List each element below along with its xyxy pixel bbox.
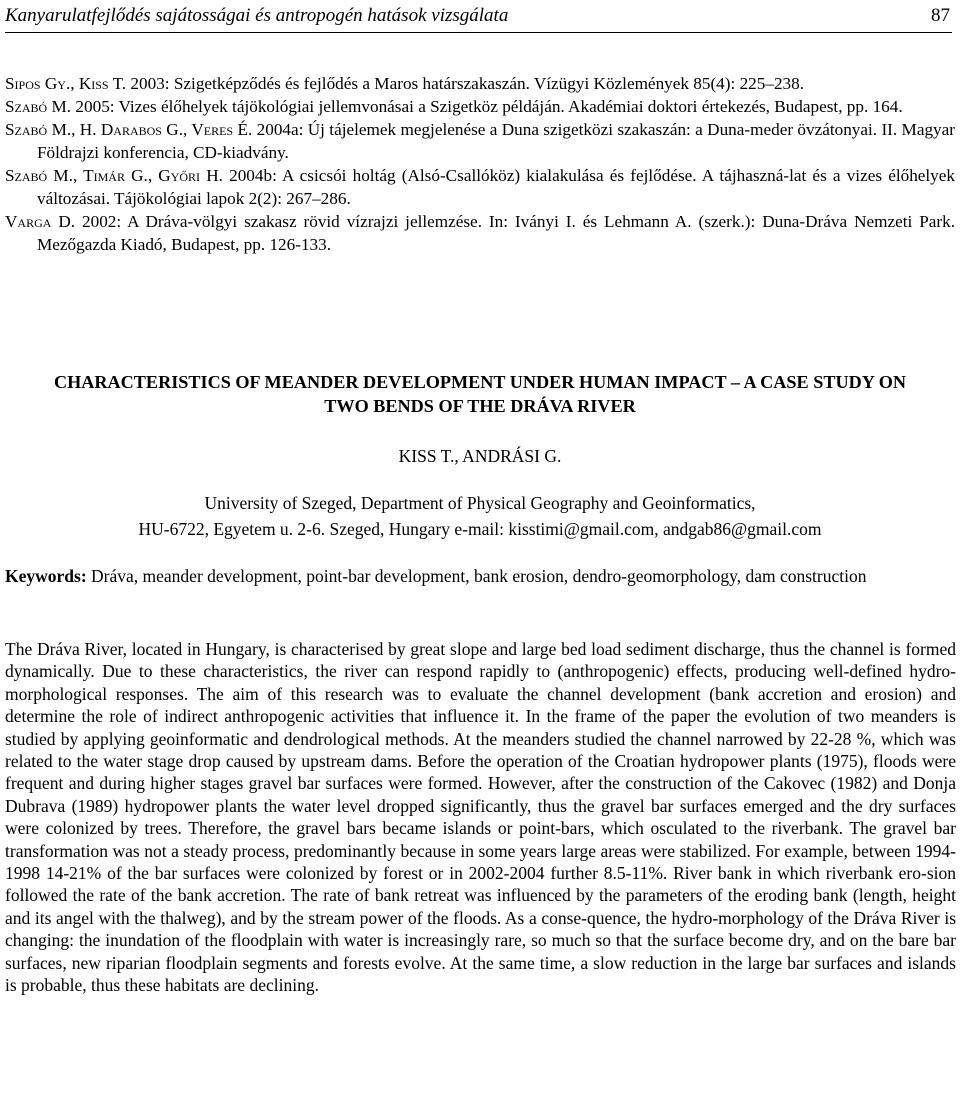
running-header-title: Kanyarulatfejlődés sajátosságai és antropogén hatások vizsgálata: [5, 5, 509, 26]
reference-authors: Szabó M.: [5, 97, 72, 116]
page-number: 87: [931, 5, 950, 26]
paper-authors: KISS T., ANDRÁSI G.: [398, 446, 562, 466]
running-header: [5, 2, 952, 33]
reference-item: [5, 95, 955, 118]
affiliation-line: University of Szeged, Department of Physical Geography and Geoinformatics,: [204, 493, 756, 513]
reference-authors: Varga D.: [5, 212, 76, 231]
paper-title: CHARACTERISTICS OF MEANDER DEVELOPMENT UNDER HUMAN IMPACT – A CASE STUDY ON TWO BENDS OF THE DRÁVA RIVER: [53, 372, 907, 416]
affiliation-contact-line: HU-6722, Egyetem u. 2-6. Szeged, Hungary e-mail: kisstimi@gmail.com, andgab86@gmail.com: [138, 519, 822, 539]
reference-item: [5, 72, 955, 95]
reference-authors: Szabó M., Timár G., Győri H.: [5, 166, 223, 185]
keywords-text: Dráva, meander development, point-bar development, bank erosion, dendro-geomorphology, dam construction: [91, 566, 867, 586]
affiliation: [0, 490, 960, 542]
reference-text: 2004a: Új tájelemek megjelenése a Duna szigetközi szakaszán: a Duna-meder övzátonyai. II. Magyar Földrajzi konferencia, CD-kiadvány.: [37, 120, 955, 162]
reference-text: 2004b: A csicsói holtág (Alsó-Csallóköz) kialakulása és fejlődése. A tájhaszná-lat és a vizes élőhelyek változásai. Tájökológiai lapok 2(2): 267–286.: [37, 166, 956, 208]
reference-item: [5, 210, 955, 256]
reference-text: 2003: Szigetképződés és fejlődés a Maros határszakaszán. Vízügyi Közlemények 85(4): 225–238.: [130, 74, 805, 93]
reference-authors: Sipos Gy., Kiss T.: [5, 74, 127, 93]
reference-item: [5, 118, 955, 164]
reference-list: [5, 72, 955, 256]
abstract-paragraph: The Dráva River, located in Hungary, is characterised by great slope and large bed load sediment discharge, thus the channel is formed dynamically. Due to these characteristics, the river can respond rapidly to (anthropogenic) effects, producing well-defined hydro-morphological responses. The aim of this research was to evaluate the channel development (bank accretion and erosion) and determine the role of indirect anthropogenic activities that influence it. In the frame of the paper the evolution of two meanders is studied by applying geoinformatic and dendrological methods. At the meanders studied the channel narrowed by 22-28 %, which was related to the water stage drop caused by upstream dams. Before the operation of the Croatian hydropower plants (1975), floods were frequent and during higher stages gravel bar surfaces were formed. However, after the construction of the Cakovec (1982) and Donja Dubrava (1989) hydropower plants the water level dropped significantly, thus the gravel bar surfaces emerged and the dry surfaces were colonized by trees. Therefore, the gravel bars became islands or point-bars, which osculated to the riverbank. The gravel bar transformation was not a steady process, predominantly because in some years large areas were stabilized. For example, between 1994-1998 14-21% of the bar surfaces were colonized by forest or in 2002-2004 further 8.5-11%. River bank in which riverbank ero-sion followed the rate of the bank accretion. The rate of bank retreat was influenced by the parameters of the eroding bank (length, height and its angel with the thalweg), and by the stream power of the floods. As a conse-quence, the hydro-morphology of the Dráva River is changing: the inundation of the floodplain with water is increasingly rare, so much so that the surface become dry, and on the bare bar surfaces, new riparian floodplain segments and forests evolve. At the same time, a slow reduction in the large bar surfaces and islands is probable, thus these habitats are declining.: [5, 639, 956, 996]
keywords-paragraph: [5, 565, 955, 589]
paper-title-block: [0, 370, 960, 418]
reference-authors: Szabó M., H. Darabos G., Veres É.: [5, 120, 253, 139]
reference-text: 2002: A Dráva-völgyi szakasz rövid vízrajzi jellemzése. In: Iványi I. és Lehmann A. (szerk.): Duna-Dráva Nemzeti Park. Mezőgazda Kiadó, Budapest, pp. 126-133.: [37, 212, 956, 254]
reference-text: 2005: Vizes élőhelyek tájökológiai jellemvonásai a Szigetköz példáján. Akadémiai doktori értekezés, Budapest, pp. 164.: [75, 97, 903, 116]
reference-item: [5, 164, 955, 210]
keywords-label: Keywords:: [5, 566, 87, 586]
